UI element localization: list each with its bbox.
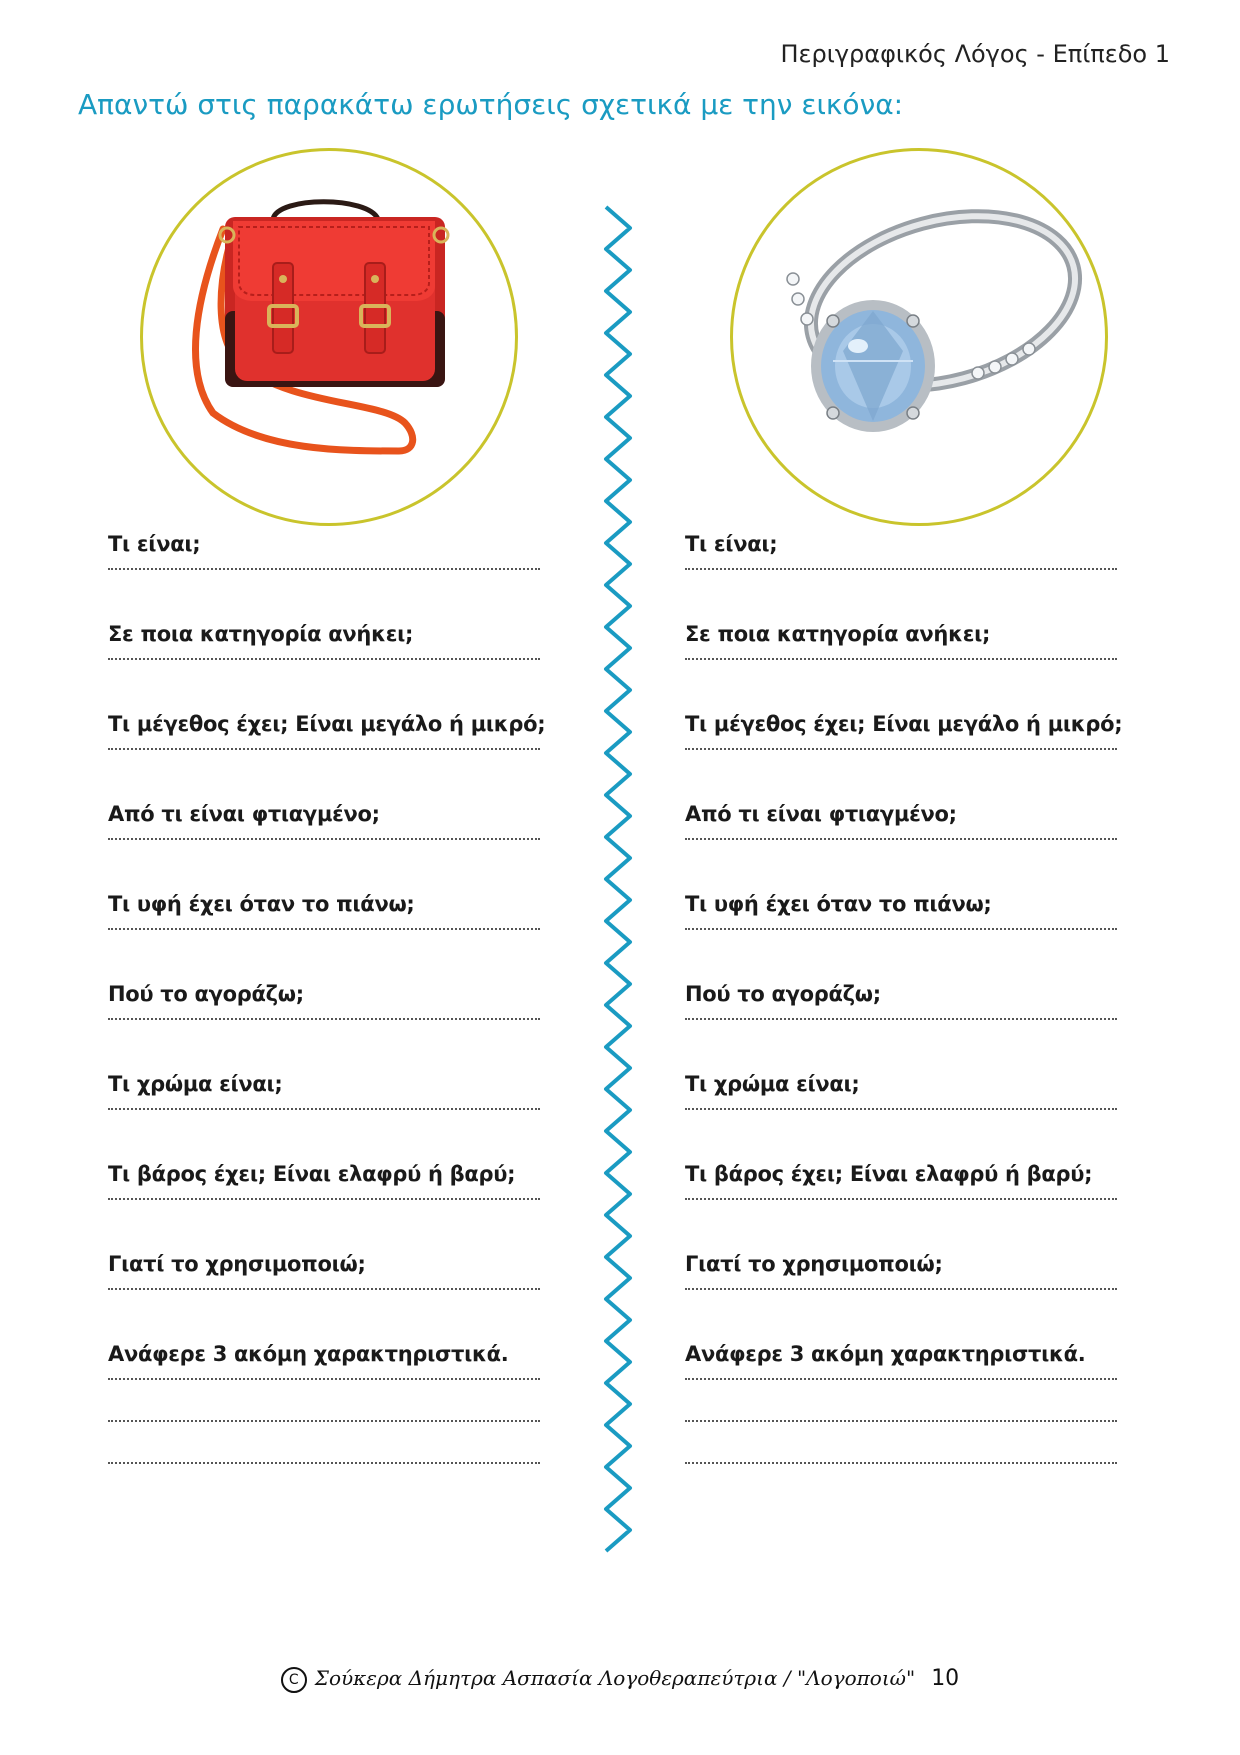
question-why-use: Γιατί το χρησιμοποιώ;: [685, 1252, 943, 1276]
answer-line[interactable]: [108, 1462, 540, 1464]
red-bag-icon: [143, 151, 515, 523]
question-texture: Τι υφή έχει όταν το πιάνω;: [685, 892, 992, 916]
answer-line[interactable]: [685, 1420, 1117, 1422]
question-where-buy: Πού το αγοράζω;: [108, 982, 304, 1006]
question-color: Τι χρώμα είναι;: [108, 1072, 283, 1096]
copyright-icon: C: [281, 1667, 307, 1693]
question-weight: Τι βάρος έχει; Είναι ελαφρύ ή βαρύ;: [108, 1162, 516, 1186]
answer-line[interactable]: [685, 1462, 1117, 1464]
answer-line[interactable]: [685, 658, 1117, 660]
answer-line[interactable]: [685, 928, 1117, 930]
ring-icon: [733, 151, 1105, 523]
answer-line[interactable]: [108, 1288, 540, 1290]
question-why-use: Γιατί το χρησιμοποιώ;: [108, 1252, 366, 1276]
answer-line[interactable]: [685, 838, 1117, 840]
answer-line[interactable]: [108, 1108, 540, 1110]
answer-line[interactable]: [108, 748, 540, 750]
answer-line[interactable]: [685, 748, 1117, 750]
question-where-buy: Πού το αγοράζω;: [685, 982, 881, 1006]
question-color: Τι χρώμα είναι;: [685, 1072, 860, 1096]
answer-line[interactable]: [685, 1198, 1117, 1200]
answer-line[interactable]: [685, 1288, 1117, 1290]
questions-left: [108, 520, 548, 1464]
question-category: Σε ποια κατηγορία ανήκει;: [108, 622, 414, 646]
question-weight: Τι βάρος έχει; Είναι ελαφρύ ή βαρύ;: [685, 1162, 1093, 1186]
footer-credit: Σούκερα Δήμητρα Ασπασία Λογοθεραπεύτρια / "Λογοποιώ": [314, 1666, 916, 1690]
question-size: Τι μέγεθος έχει; Είναι μεγάλο ή μικρό;: [108, 712, 546, 736]
answer-line[interactable]: [108, 568, 540, 570]
answer-line[interactable]: [108, 1378, 540, 1380]
page-header: Περιγραφικός Λόγος - Επίπεδο 1: [780, 40, 1170, 68]
question-category: Σε ποια κατηγορία ανήκει;: [685, 622, 991, 646]
answer-line[interactable]: [108, 838, 540, 840]
zigzag-divider: [600, 205, 640, 1575]
page-number: 10: [931, 1666, 960, 1691]
answer-line[interactable]: [108, 1198, 540, 1200]
answer-line[interactable]: [685, 1018, 1117, 1020]
answer-line[interactable]: [108, 928, 540, 930]
answer-line[interactable]: [685, 1108, 1117, 1110]
answer-line[interactable]: [685, 1378, 1117, 1380]
question-material: Από τι είναι φτιαγμένο;: [685, 802, 957, 826]
question-more-features: Ανάφερε 3 ακόμη χαρακτηριστικά.: [685, 1342, 1086, 1366]
bag-image-frame: [140, 148, 518, 526]
answer-line[interactable]: [685, 568, 1117, 570]
footer: [0, 1666, 1240, 1693]
question-texture: Τι υφή έχει όταν το πιάνω;: [108, 892, 415, 916]
answer-line[interactable]: [108, 658, 540, 660]
instruction-text: Απαντώ στις παρακάτω ερωτήσεις σχετικά με την εικόνα:: [78, 88, 904, 121]
question-material: Από τι είναι φτιαγμένο;: [108, 802, 380, 826]
questions-right: [685, 520, 1125, 1464]
question-more-features: Ανάφερε 3 ακόμη χαρακτηριστικά.: [108, 1342, 509, 1366]
answer-line[interactable]: [108, 1420, 540, 1422]
question-size: Τι μέγεθος έχει; Είναι μεγάλο ή μικρό;: [685, 712, 1123, 736]
question-what-is-it: Τι είναι;: [685, 532, 778, 556]
ring-image-frame: [730, 148, 1108, 526]
answer-line[interactable]: [108, 1018, 540, 1020]
question-what-is-it: Τι είναι;: [108, 532, 201, 556]
